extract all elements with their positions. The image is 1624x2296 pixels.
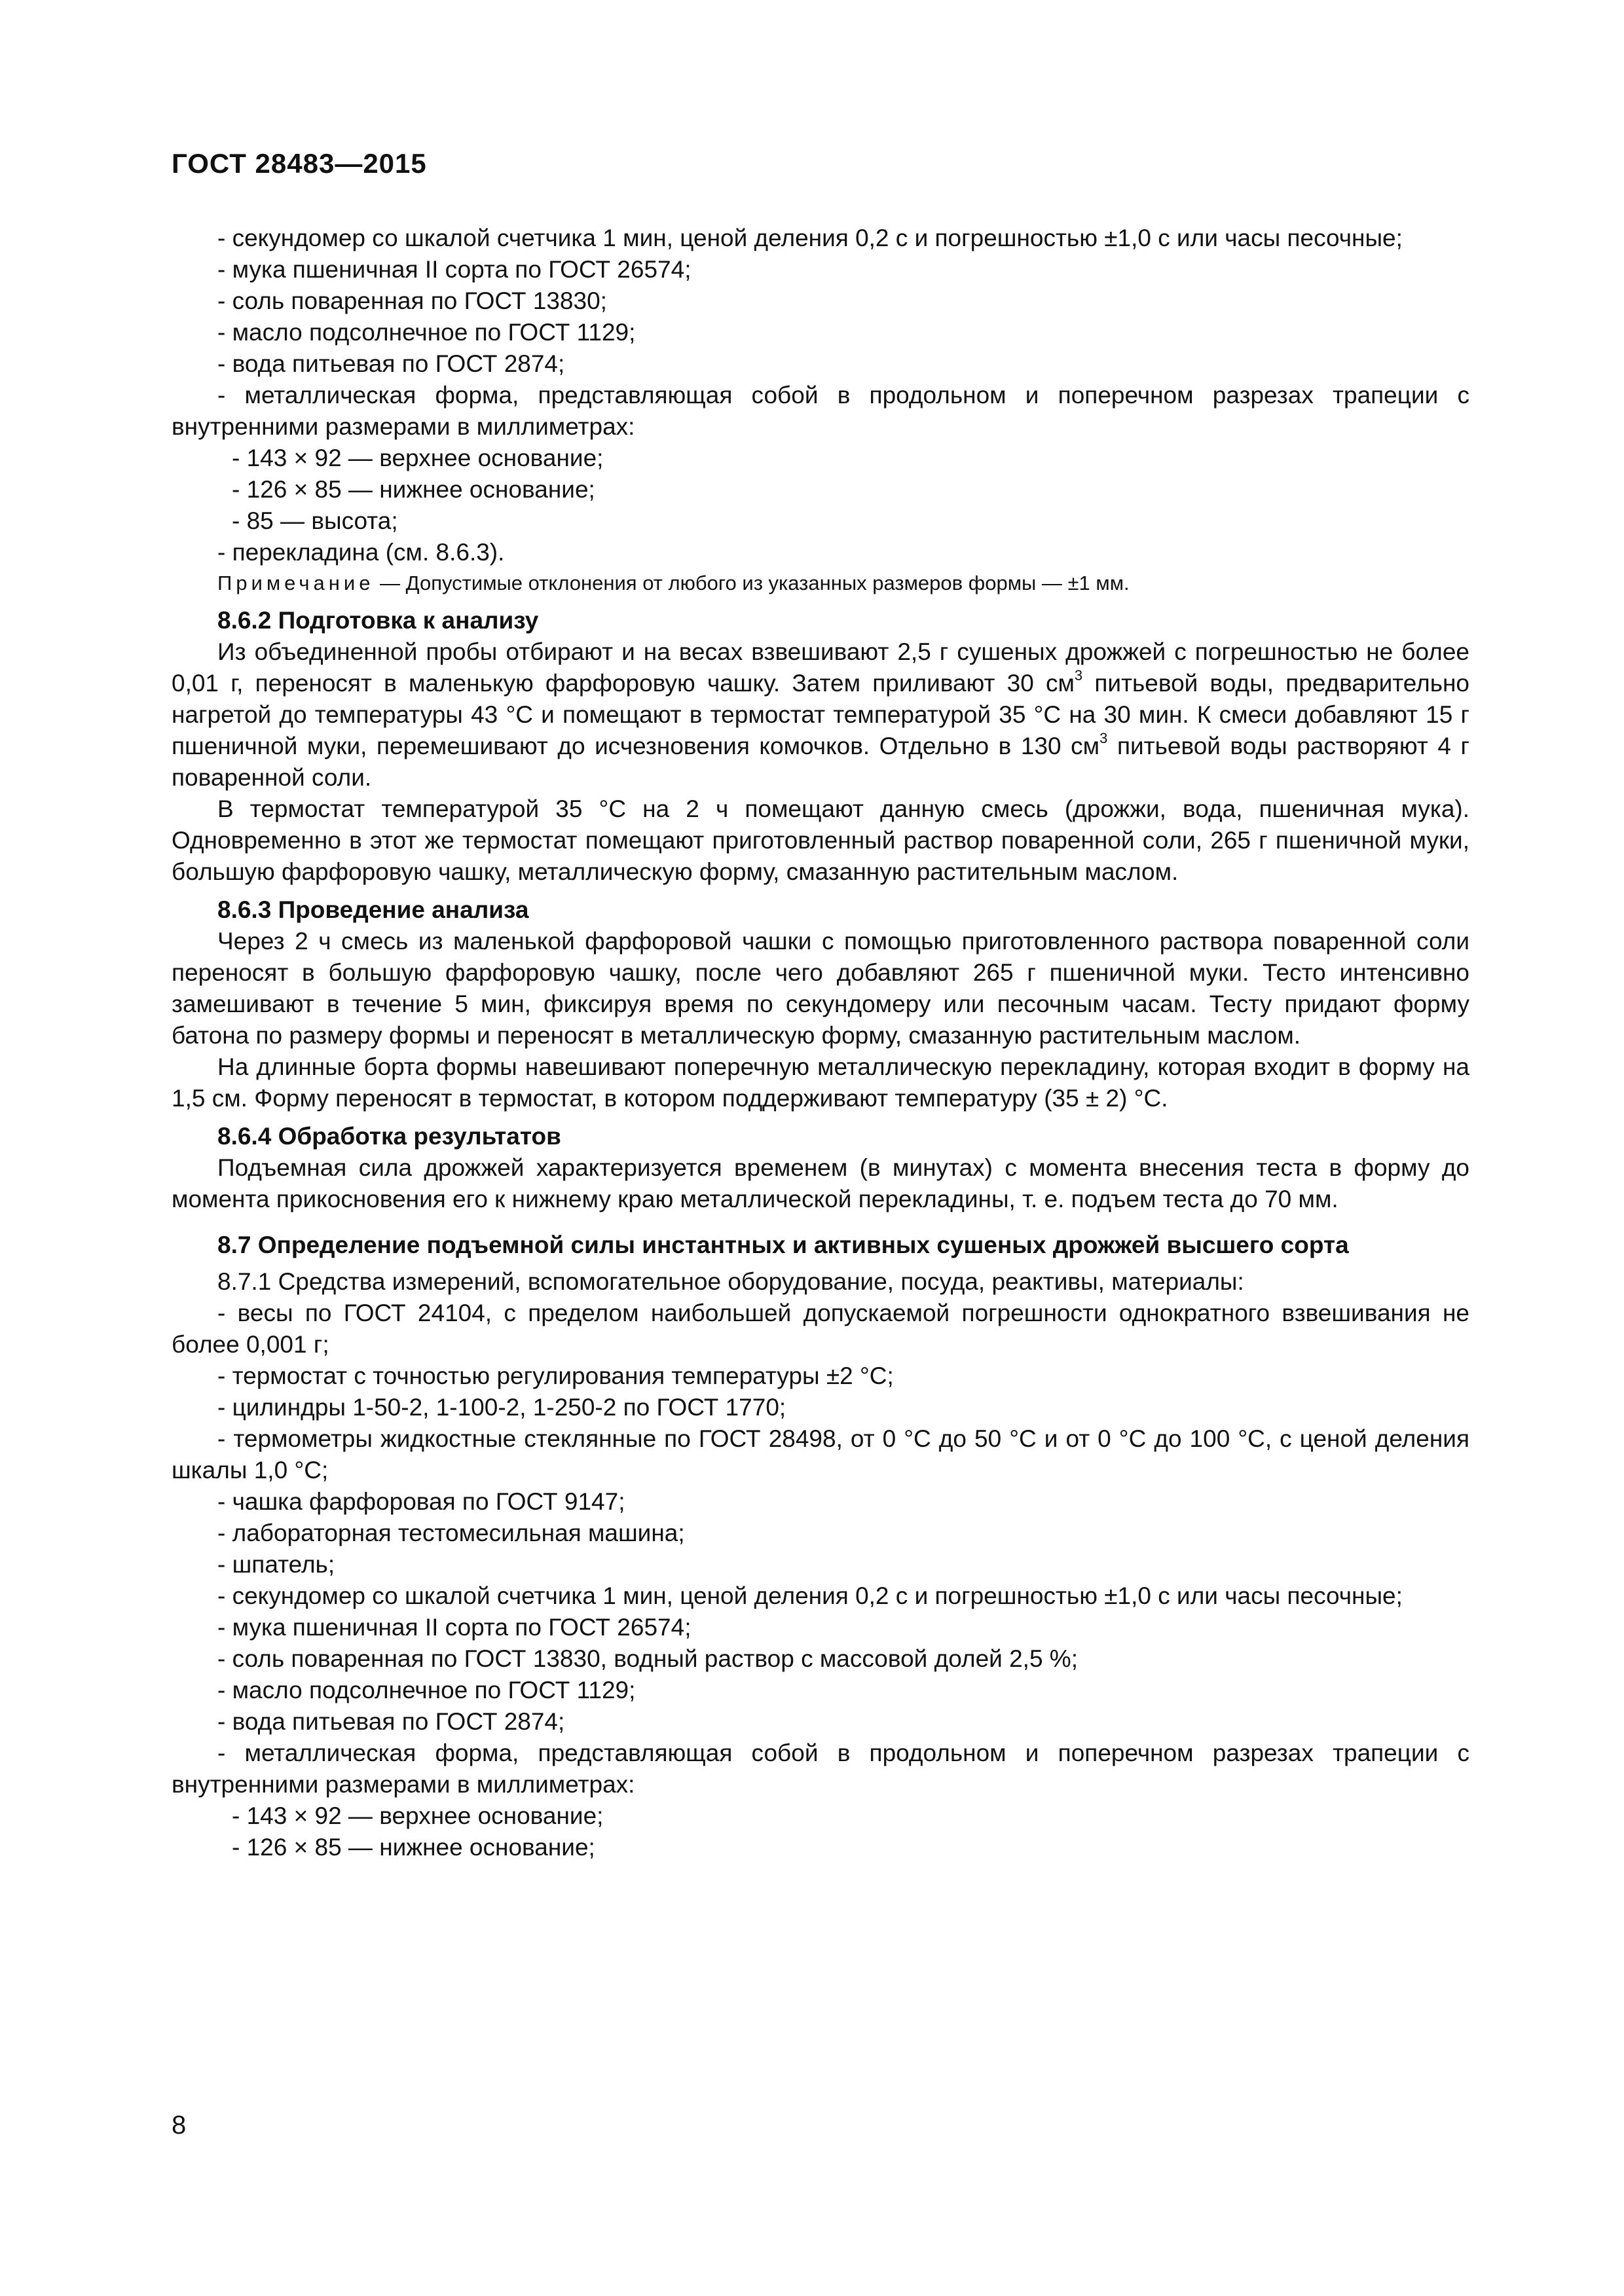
list-item: - секундомер со шкалой счетчика 1 мин, ценой деления 0,2 с и погрешностью ±1,0 с или часы песочные; — [217, 1582, 1403, 1609]
heading-8-7: 8.7 Определение подъемной силы инстантных и активных сушеных дрожжей высшего сорта — [217, 1231, 1349, 1258]
list-item: - вода питьевая по ГОСТ 2874; — [217, 1708, 565, 1735]
list-item: - металлическая форма, представляющая собой в продольном и поперечном разрезах трапеции с внутренними размерами в миллиметрах: — [172, 1740, 1469, 1798]
note-text: — Допустимые отклонения от любого из указанных размеров формы — ±1 мм. — [374, 572, 1130, 594]
list-item: - масло подсолнечное по ГОСТ 1129; — [217, 1677, 636, 1704]
heading-8-6-2: 8.6.2 Подготовка к анализу — [217, 607, 539, 634]
paragraph-text: питьевой воды растворяют 4 г поваренной соли. — [172, 733, 1469, 791]
document-code-header: ГОСТ 28483—2015 — [172, 148, 427, 179]
list-item: - секундомер со шкалой счетчика 1 мин, ценой деления 0,2 с и погрешностью ±1,0 с или часы песочные; — [217, 225, 1403, 251]
paragraph-text: питьевой воды, предварительно нагретой до температуры 43 °С и помещают в термостат температурой 35 °С на 30 мин. К смеси добавляют 15 г пшеничной муки, перемешивают до исчезновения комочков. Отдельно в 130 см — [172, 670, 1469, 759]
list-item: - металлическая форма, представляющая собой в продольном и поперечном разрезах трапеции с внутренними размерами в миллиметрах: — [172, 382, 1469, 440]
list-item: - вода питьевая по ГОСТ 2874; — [217, 350, 565, 377]
dimension-item: - 143 × 92 — верхнее основание; — [232, 445, 604, 471]
list-item: - соль поваренная по ГОСТ 13830, водный раствор с массовой долей 2,5 %; — [217, 1645, 1078, 1672]
list-item: - мука пшеничная II сорта по ГОСТ 26574; — [217, 256, 692, 283]
page-number: 8 — [172, 2111, 187, 2140]
list-item: - термостат с точностью регулирования температуры ±2 °С; — [217, 1362, 894, 1389]
paragraph: 8.7.1 Средства измерений, вспомогательное оборудование, посуда, реактивы, материалы: — [217, 1268, 1244, 1295]
paragraph: Через 2 ч смесь из маленькой фарфоровой чашки с помощью приготовленного раствора поваренной соли переносят в большую фарфоровую чашку, после чего добавляют 265 г пшеничной муки. Тесто интенсивно замешивают в течение 5 мин, фиксируя время по секундомеру или песочным часам. Тесту придают форму батона по размеру формы и переносят в металлическую форму, смазанную растительным маслом. — [172, 928, 1469, 1049]
list-item: - шпатель; — [217, 1551, 335, 1578]
list-item: - масло подсолнечное по ГОСТ 1129; — [217, 319, 636, 346]
paragraph: На длинные борта формы навешивают поперечную металлическую перекладину, которая входит в форму на 1,5 см. Форму переносят в термостат, в котором поддерживают температуру (35 ± 2) °С. — [172, 1053, 1469, 1112]
note-label: Примечание — [217, 572, 375, 594]
paragraph: Подъемная сила дрожжей характеризуется временем (в минутах) с момента внесения теста в форму до момента прикосновения его к нижнему краю металлической перекладины, т. е. подъем теста до 70 мм. — [172, 1154, 1469, 1212]
list-item: - соль поваренная по ГОСТ 13830; — [217, 287, 607, 314]
superscript: 3 — [1074, 666, 1083, 683]
paragraph — [172, 636, 1469, 793]
dimension-item: - 126 × 85 — нижнее основание; — [232, 476, 595, 503]
paragraph-text: Из объединенной пробы отбирают и на весах взвешивают 2,5 г сушеных дрожжей с погрешностью не более 0,01 г, переносят в маленькую фарфоровую чашку. Затем приливают 30 см — [172, 638, 1469, 697]
list-item: - мука пшеничная II сорта по ГОСТ 26574; — [217, 1614, 692, 1641]
dimension-item: - 126 × 85 — нижнее основание; — [232, 1834, 595, 1861]
list-item-crossbar: - перекладина (см. 8.6.3). — [217, 539, 505, 566]
list-item: - лабораторная тестомесильная машина; — [217, 1520, 685, 1546]
list-item: - термометры жидкостные стеклянные по ГОСТ 28498, от 0 °С до 50 °С и от 0 °С до 100 °С, с ценой деления шкалы 1,0 °С; — [172, 1425, 1469, 1484]
list-item: - весы по ГОСТ 24104, с пределом наибольшей допускаемой погрешности однократного взвешивания не более 0,001 г; — [172, 1300, 1469, 1358]
superscript: 3 — [1099, 729, 1108, 746]
dimension-item: - 143 × 92 — верхнее основание; — [232, 1802, 604, 1829]
dimension-item: - 85 — высота; — [232, 507, 398, 534]
heading-8-6-3: 8.6.3 Проведение анализа — [217, 896, 529, 923]
paragraph: В термостат температурой 35 °С на 2 ч помещают данную смесь (дрожжи, вода, пшеничная мука). Одновременно в этот же термостат помещают приготовленный раствор поваренной соли, 265 г пшеничной муки, большую фарфоровую чашку, металлическую форму, смазанную растительным маслом. — [172, 795, 1469, 885]
page-body — [172, 223, 1469, 1863]
list-item: - цилиндры 1-50-2, 1-100-2, 1-250-2 по ГОСТ 1770; — [217, 1394, 786, 1421]
list-item: - чашка фарфоровая по ГОСТ 9147; — [217, 1488, 625, 1515]
heading-8-6-4: 8.6.4 Обработка результатов — [217, 1123, 561, 1150]
note — [172, 568, 1469, 598]
